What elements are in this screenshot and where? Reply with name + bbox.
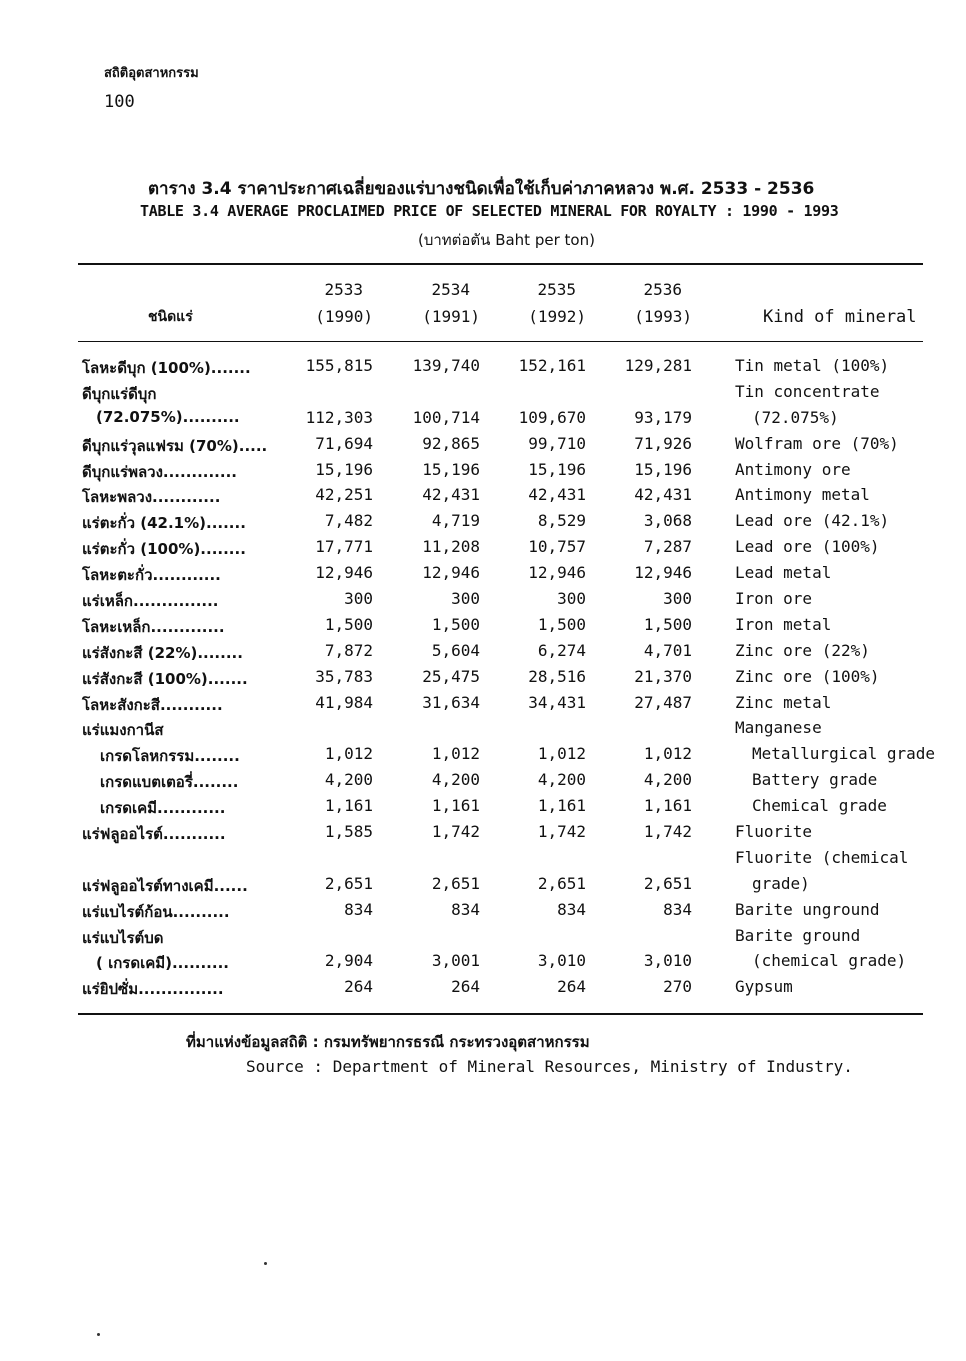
price-cell: 1,742 [643,822,692,842]
price-cell: 2,651 [431,873,480,893]
mineral-name-english: Battery grade [752,770,878,790]
price-cell: 4,200 [324,770,373,790]
price-cell: 25,475 [422,666,480,686]
price-cell: 17,771 [315,537,373,557]
table-row [0,615,966,641]
price-cell: 1,500 [324,614,373,634]
price-cell: 41,984 [315,692,373,712]
table-row [0,926,966,952]
price-cell: 42,431 [422,485,480,505]
running-title: สถิติอุตสาหกรรม [104,66,199,81]
mineral-name-thai: แร่เหล็ก............... [82,592,219,611]
column-header-year-ce: (1992) [528,307,586,326]
price-cell: 15,196 [422,459,480,479]
price-cell: 42,431 [634,485,692,505]
price-cell: 155,815 [305,356,373,375]
price-cell: 834 [663,899,692,919]
price-cell: 264 [344,977,373,997]
price-cell: 1,585 [324,822,373,842]
mineral-name-thai: แร่ฟลูออไรต์ทางเคมี...... [82,876,248,895]
price-cell: 264 [451,977,480,997]
price-cell: 1,012 [643,744,692,764]
mineral-name-thai: ดีบุกแร่วุลแฟรม (70%)..... [82,436,268,455]
mineral-name-english: Barite ground [735,925,861,945]
mineral-name-thai: แร่ฟลูออไรต์........... [82,825,226,844]
price-cell: 834 [557,899,586,919]
price-cell: 42,251 [315,485,373,505]
mineral-name-english: Iron metal [735,614,832,634]
price-cell: 15,196 [315,459,373,479]
mineral-name-thai: แร่แมงกานีส [82,721,164,740]
price-cell: 93,179 [634,407,692,427]
price-cell: 15,196 [634,459,692,479]
table-row [0,900,966,926]
price-cell: 1,012 [431,744,480,764]
mineral-name-english: Metallurgical grade [752,744,936,764]
mineral-name-thai: เกรดโลหกรรม........ [100,747,240,766]
mineral-name-thai: โลหะดีบุก (100%)....... [82,359,251,377]
mineral-name-english: Wolfram ore (70%) [735,433,899,453]
price-cell: 5,604 [431,640,480,660]
price-cell: 2,651 [537,873,586,893]
price-cell: 1,500 [643,614,692,634]
price-cell: 8,529 [537,511,586,531]
price-cell: 11,208 [422,537,480,557]
mineral-name-thai: โลหะสังกะสี........... [82,695,223,714]
table-body [0,356,966,1003]
price-cell: 7,482 [324,511,373,531]
mineral-name-thai: ดีบุกแร่ดีบุก [82,384,157,403]
table-row [0,822,966,848]
mineral-name-thai: แร่แบไรต์บด [82,928,164,947]
mineral-name-english: Lead metal [735,563,832,583]
mineral-name-english: Gypsum [735,977,793,997]
mineral-name-english: Barite unground [735,899,880,919]
price-cell: 1,161 [537,796,586,816]
mineral-name-english: Fluorite [735,822,813,842]
price-cell: 42,431 [528,485,586,505]
table-row [0,718,966,744]
mineral-name-english: (chemical grade) [752,951,907,971]
column-header-year-be: 2535 [537,280,576,299]
mineral-name-thai: ( เกรดเคมี).......... [96,954,229,973]
table-row [0,589,966,615]
mineral-name-english: Tin metal (100%) [735,356,890,375]
mineral-name-english: Antimony metal [735,485,870,505]
mineral-name-thai: โลหะพลวง............ [82,488,221,507]
table-row [0,434,966,460]
mineral-name-thai: แร่ตะกั่ว (42.1%)....... [82,514,246,533]
price-cell: 12,946 [634,563,692,583]
price-cell: 6,274 [537,640,586,660]
mineral-name-english: Chemical grade [752,796,887,816]
table-row [0,796,966,822]
price-cell: 1,161 [431,796,480,816]
table-row [0,667,966,693]
price-cell: 10,757 [528,537,586,557]
mineral-name-thai: โลหะเหล็ก............. [82,617,225,636]
price-cell: 3,010 [643,951,692,971]
mineral-name-thai: (72.075%).......... [96,407,240,426]
price-cell: 3,001 [431,951,480,971]
column-header-year-be: 2534 [431,280,470,299]
table-row [0,693,966,719]
table-row [0,382,966,408]
price-cell: 27,487 [634,692,692,712]
table-row [0,951,966,977]
price-cell: 300 [663,589,692,609]
price-cell: 34,431 [528,692,586,712]
mineral-name-english: Lead ore (100%) [735,537,880,557]
price-cell: 21,370 [634,666,692,686]
price-cell: 1,161 [643,796,692,816]
price-cell: 2,651 [643,873,692,893]
mineral-name-thai: เกรดแบตเตอรี่........ [100,773,239,792]
mineral-name-english: Zinc ore (22%) [735,640,870,660]
table-row [0,511,966,537]
table-row [0,537,966,563]
price-cell: 3,068 [643,511,692,531]
price-cell: 300 [344,589,373,609]
price-cell: 1,500 [431,614,480,634]
price-cell: 1,742 [537,822,586,842]
table-row [0,874,966,900]
mineral-name-english: Zinc ore (100%) [735,666,880,686]
price-cell: 31,634 [422,692,480,712]
table-unit: (บาทต่อตัน Baht per ton) [418,231,595,249]
mineral-name-english: Fluorite (chemical [735,847,909,867]
table-row [0,408,966,434]
price-cell: 7,287 [643,537,692,557]
column-header-year-ce: (1993) [634,307,692,326]
price-cell: 152,161 [518,356,586,375]
price-cell: 12,946 [315,563,373,583]
price-cell: 12,946 [422,563,480,583]
mineral-name-english: grade) [752,873,810,893]
table-row [0,641,966,667]
table-row [0,563,966,589]
price-cell: 4,200 [643,770,692,790]
mineral-name-english: Tin concentrate [735,381,880,401]
mineral-name-thai: แร่สังกะสี (22%)........ [82,643,243,662]
price-cell: 3,010 [537,951,586,971]
price-cell: 300 [557,589,586,609]
mineral-name-thai: แร่แบไรต์ก้อน.......... [82,902,230,921]
price-cell: 12,946 [528,563,586,583]
column-header-year-be: 2533 [324,280,363,299]
price-cell: 109,670 [518,407,586,427]
column-header-thai: ชนิดแร่ [148,309,193,325]
speck-mark [97,1333,100,1336]
price-cell: 15,196 [528,459,586,479]
speck-mark [264,1262,267,1265]
price-cell: 100,714 [412,407,480,427]
price-cell: 2,904 [324,951,373,971]
table-row [0,848,966,874]
price-cell: 28,516 [528,666,586,686]
price-cell: 99,710 [528,433,586,453]
page-number: 100 [104,92,135,112]
table-row [0,485,966,511]
price-cell: 2,651 [324,873,373,893]
price-cell: 300 [451,589,480,609]
mineral-name-thai: โลหะตะกั่ว............ [82,566,221,585]
price-cell: 4,701 [643,640,692,660]
price-cell: 1,161 [324,796,373,816]
price-cell: 71,926 [634,433,692,453]
mineral-name-english: Zinc metal [735,692,832,712]
price-cell: 264 [557,977,586,997]
mineral-name-thai: แร่ยิปซั่ม............... [82,980,224,999]
price-cell: 270 [663,977,692,997]
mineral-name-thai: แร่สังกะสี (100%)....... [82,669,248,688]
table-top-rule [78,263,923,265]
price-cell: 1,012 [537,744,586,764]
mineral-name-thai: แร่ตะกั่ว (100%)........ [82,540,246,559]
table-row [0,460,966,486]
price-cell: 1,500 [537,614,586,634]
column-header-year-ce: (1991) [422,307,480,326]
price-cell: 4,200 [431,770,480,790]
mineral-name-english: Antimony ore [735,459,851,479]
table-title-thai: ตาราง 3.4 ราคาประกาศเฉลี่ยของแร่บางชนิดเพื่อใช้เก็บค่าภาคหลวง พ.ศ. 2533 - 2536 [148,179,815,199]
table-row [0,356,966,382]
source-note-english: Source : Department of Mineral Resources, Ministry of Industry. [246,1057,853,1076]
price-cell: 1,012 [324,744,373,764]
table-row [0,977,966,1003]
header-divider-rule [78,341,923,342]
mineral-name-thai: เกรดเคมี............ [100,799,226,818]
mineral-name-english: Iron ore [735,589,813,609]
price-cell: 4,200 [537,770,586,790]
price-cell: 834 [451,899,480,919]
mineral-name-thai: ดีบุกแร่พลวง............. [82,462,237,481]
price-cell: 139,740 [412,356,480,375]
column-header-year-ce: (1990) [315,307,373,326]
mineral-name-english: Lead ore (42.1%) [735,511,890,531]
mineral-name-english: Manganese [735,718,822,738]
price-cell: 35,783 [315,666,373,686]
price-cell: 1,742 [431,822,480,842]
mineral-name-english: (72.075%) [752,407,839,427]
price-cell: 112,303 [305,407,373,427]
table-row [0,770,966,796]
table-title-english: TABLE 3.4 AVERAGE PROCLAIMED PRICE OF SELECTED MINERAL FOR ROYALTY : 1990 - 1993 [140,202,839,220]
price-cell: 129,281 [624,356,692,375]
price-cell: 7,872 [324,640,373,660]
table-row [0,744,966,770]
table-bottom-rule [78,1013,923,1015]
price-cell: 71,694 [315,433,373,453]
price-cell: 92,865 [422,433,480,453]
price-cell: 4,719 [431,511,480,531]
source-note-thai: ที่มาแห่งข้อมูลสถิติ : กรมทรัพยากรธรณี กระทรวงอุตสาหกรรม [186,1033,590,1051]
price-cell: 834 [344,899,373,919]
column-header-english: Kind of mineral [763,307,917,327]
column-header-year-be: 2536 [643,280,682,299]
